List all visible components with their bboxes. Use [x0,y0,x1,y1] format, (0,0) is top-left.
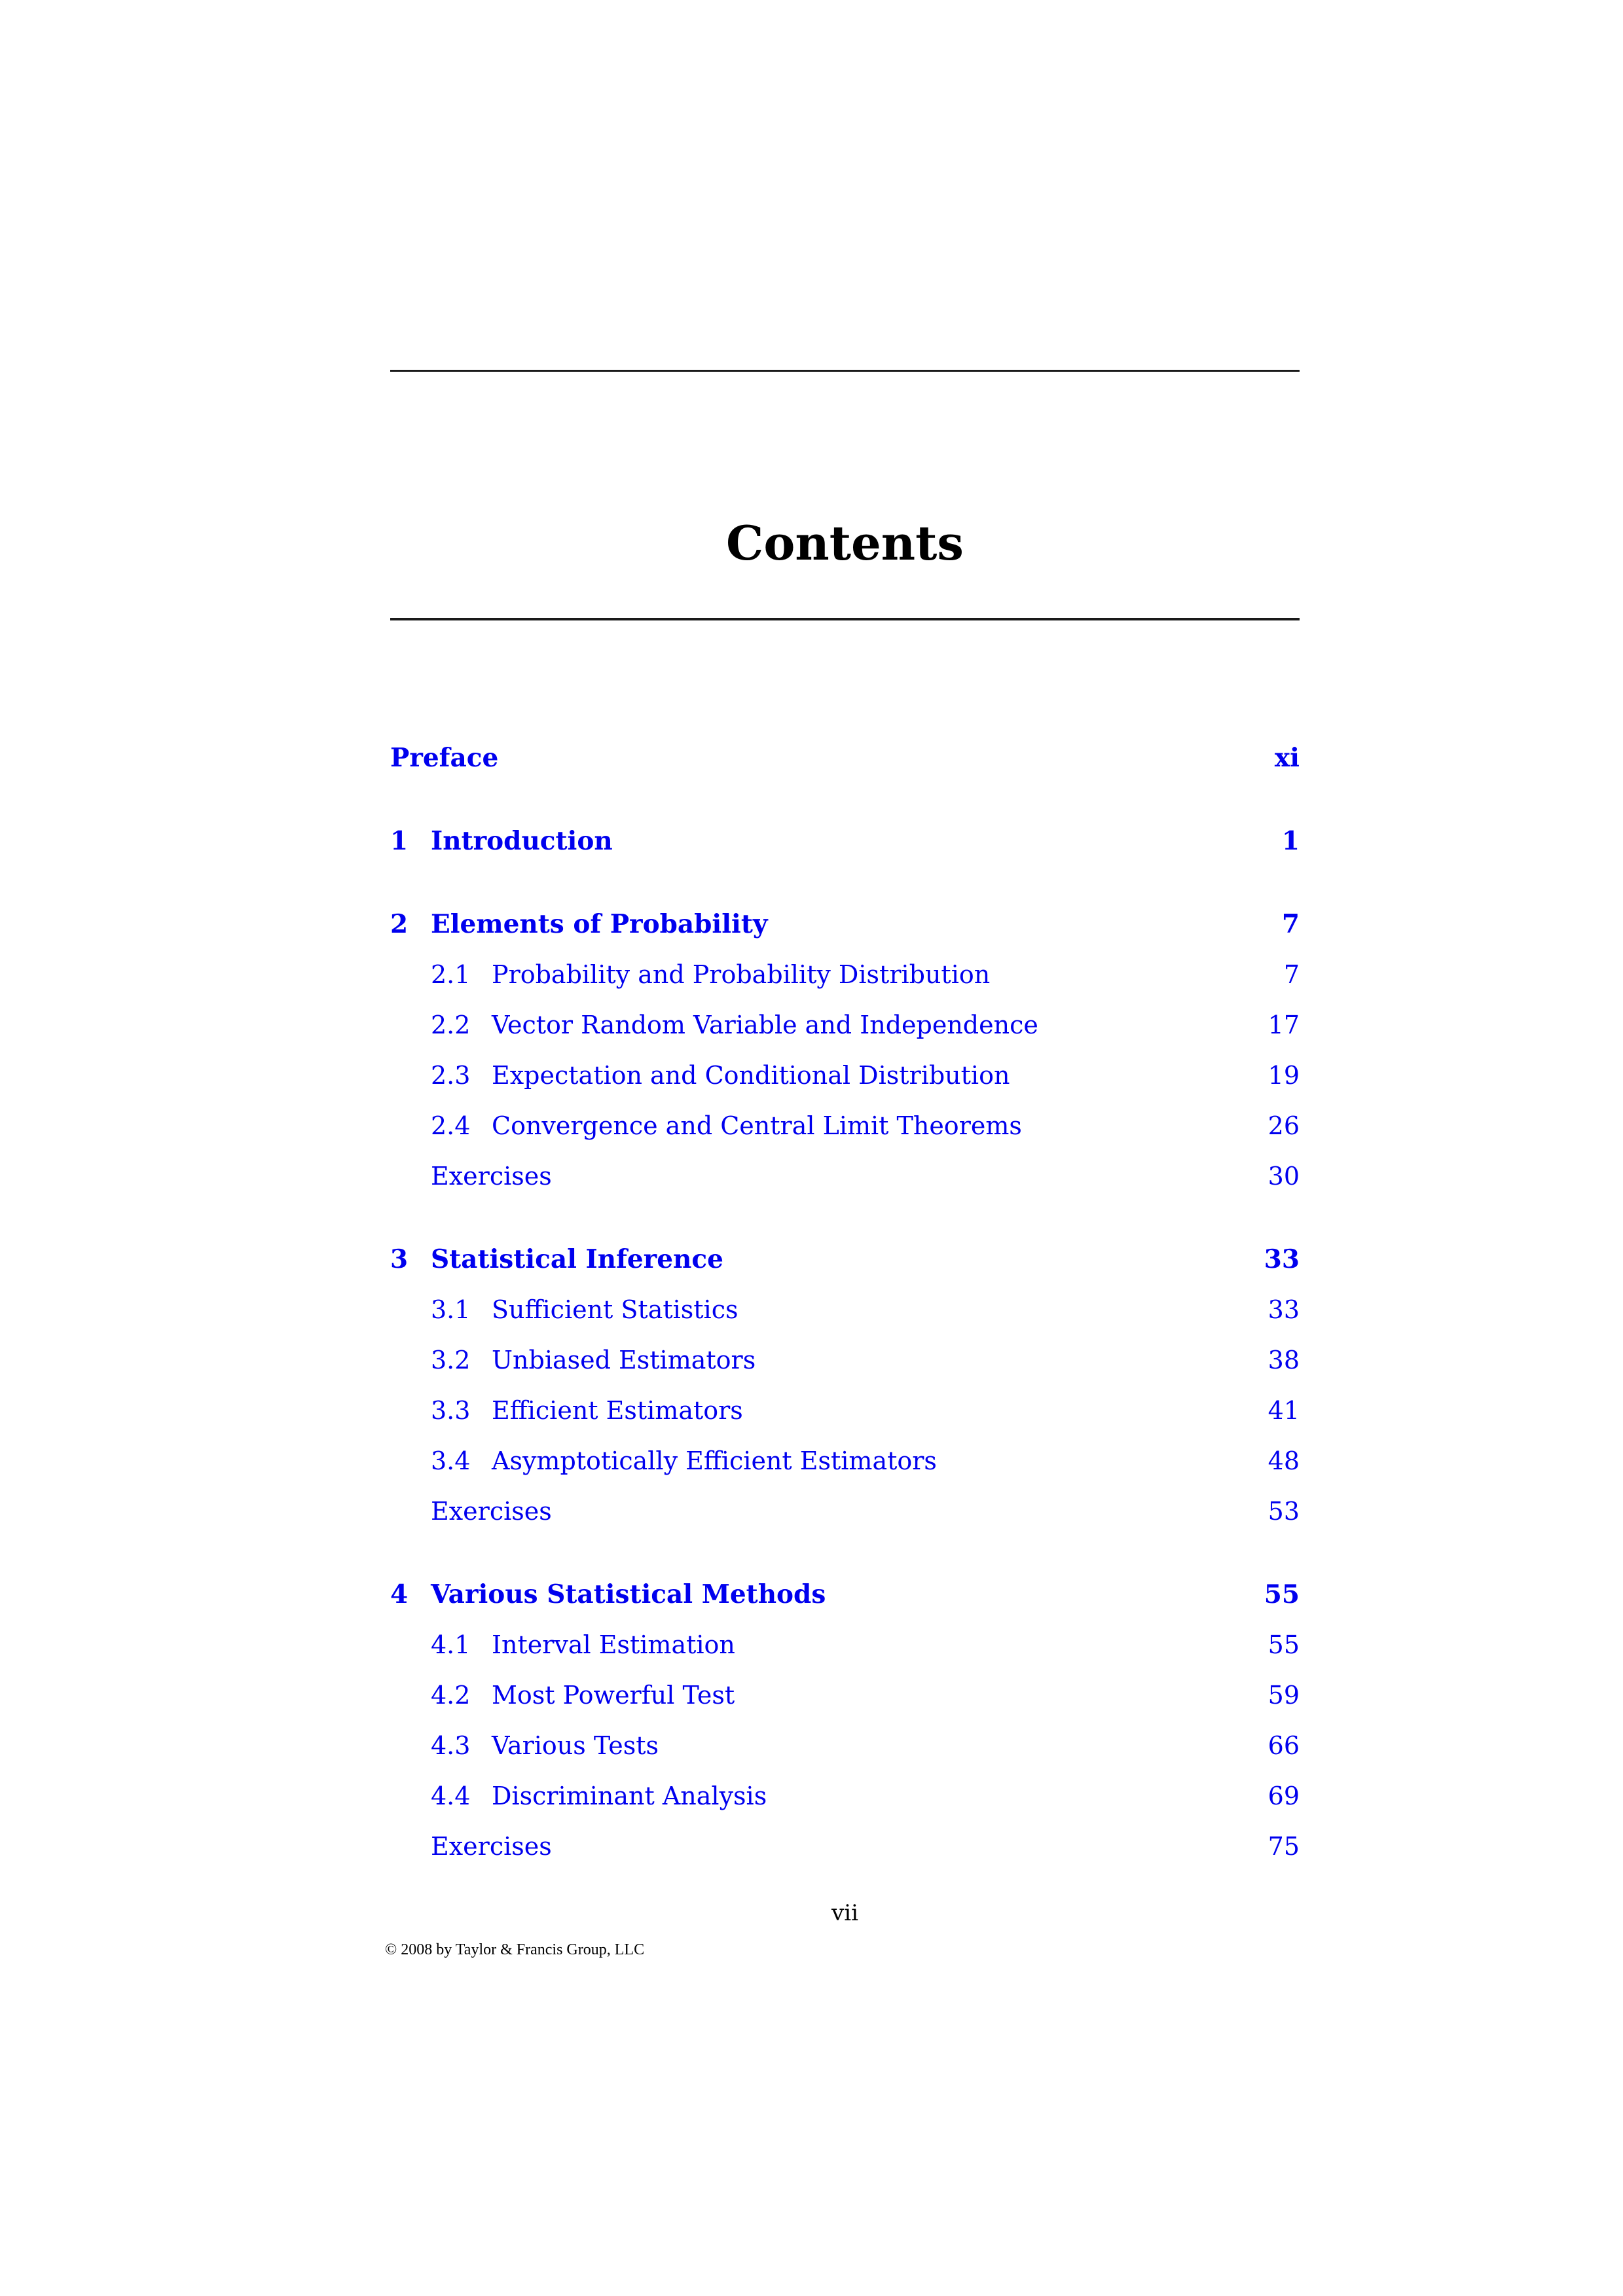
chapter-title: Various Statistical Methods [431,1579,826,1609]
section-number: 3.2 [431,1346,471,1374]
toc-section-link[interactable] [390,1000,1300,1050]
section-number: 4.1 [431,1630,471,1659]
table-of-contents [390,733,1300,1872]
page-number: vii [831,1900,858,1926]
chapter-title: Introduction [431,826,613,856]
toc-exercises-link[interactable] [390,1821,1300,1872]
section-title: Sufficient Statistics [492,1295,739,1324]
section-title: Asymptotically Efficient Estimators [492,1446,937,1475]
toc-section-link[interactable] [390,950,1300,1000]
chapter-page: 55 [1264,1579,1300,1609]
page-title: Contents [726,515,964,571]
section-page: 66 [1267,1731,1300,1760]
top-rule [390,370,1300,372]
toc-preface-link[interactable] [390,733,1300,783]
section-page: 59 [1267,1681,1300,1710]
toc-section-link[interactable] [390,1050,1300,1101]
section-title: Expectation and Conditional Distribution [492,1061,1010,1090]
section-number: 4.4 [431,1782,471,1810]
toc-section-link[interactable] [390,1620,1300,1670]
section-number: 4.2 [431,1681,471,1710]
toc-chapter-2-link[interactable] [390,899,1300,950]
section-number: 3.3 [431,1396,471,1425]
chapter-title: Elements of Probability [431,909,768,939]
section-title: Discriminant Analysis [492,1782,767,1810]
section-page: 55 [1267,1630,1300,1659]
toc-section-link[interactable] [390,1721,1300,1771]
section-number: 3.1 [431,1295,471,1324]
preface-page: xi [1274,743,1300,773]
preface-label: Preface [390,743,499,773]
chapter-page: 1 [1281,826,1300,856]
toc-section-link[interactable] [390,1436,1300,1486]
chapter-page: 7 [1281,909,1300,939]
chapter-page: 33 [1264,1244,1300,1274]
title-rule [390,618,1300,620]
copyright-notice: © 2008 by Taylor & Francis Group, LLC [385,1941,645,1958]
chapter-number: 2 [390,909,409,939]
chapter-number: 1 [390,826,409,856]
exercises-page: 53 [1267,1497,1300,1526]
section-title: Most Powerful Test [492,1681,735,1710]
toc-chapter-3-link[interactable] [390,1234,1300,1285]
toc-section-link[interactable] [390,1670,1300,1721]
toc-section-link[interactable] [390,1101,1300,1151]
section-number: 2.1 [431,960,471,989]
exercises-label: Exercises [431,1832,552,1861]
chapter-title: Statistical Inference [431,1244,723,1274]
section-page: 48 [1267,1446,1300,1475]
section-title: Probability and Probability Distribution [492,960,991,989]
section-page: 19 [1267,1061,1300,1090]
toc-exercises-link[interactable] [390,1486,1300,1537]
toc-chapter-1-link[interactable] [390,816,1300,867]
exercises-label: Exercises [431,1497,552,1526]
section-page: 7 [1283,960,1300,989]
toc-section-link[interactable] [390,1285,1300,1335]
section-page: 26 [1267,1111,1300,1140]
exercises-page: 75 [1267,1832,1300,1861]
section-number: 4.3 [431,1731,471,1760]
section-title: Interval Estimation [492,1630,735,1659]
section-page: 17 [1267,1011,1300,1039]
section-page: 38 [1267,1346,1300,1374]
toc-section-link[interactable] [390,1386,1300,1436]
chapter-number: 4 [390,1579,409,1609]
section-title: Convergence and Central Limit Theorems [492,1111,1022,1140]
section-title: Vector Random Variable and Independence [492,1011,1038,1039]
toc-exercises-link[interactable] [390,1151,1300,1202]
toc-chapter-4-link[interactable] [390,1570,1300,1620]
exercises-label: Exercises [431,1162,552,1191]
section-number: 2.4 [431,1111,471,1140]
toc-section-link[interactable] [390,1335,1300,1386]
section-title: Various Tests [492,1731,659,1760]
section-title: Unbiased Estimators [492,1346,756,1374]
section-number: 2.2 [431,1011,471,1039]
toc-section-link[interactable] [390,1771,1300,1821]
chapter-number: 3 [390,1244,409,1274]
section-number: 2.3 [431,1061,471,1090]
section-page: 69 [1267,1782,1300,1810]
section-number: 3.4 [431,1446,471,1475]
section-page: 33 [1267,1295,1300,1324]
exercises-page: 30 [1267,1162,1300,1191]
section-page: 41 [1267,1396,1300,1425]
section-title: Efficient Estimators [492,1396,743,1425]
